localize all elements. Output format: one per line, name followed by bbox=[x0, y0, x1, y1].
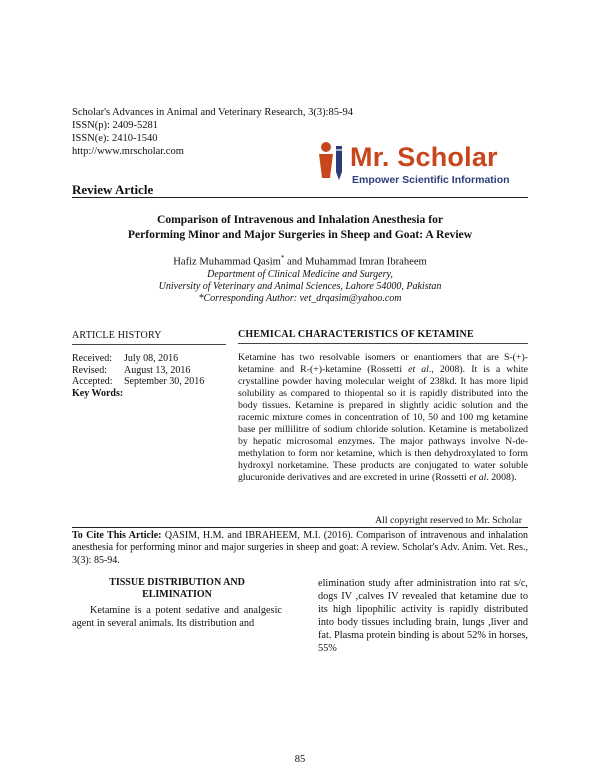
section-body-tissue: Ketamine is a potent sedative and analgesic agent in several animals. Its distribution and bbox=[72, 605, 282, 629]
history-row-accepted bbox=[72, 376, 204, 388]
citation-text: QASIM, H.M. and IBRAHEEM, M.I. (2016). Comparison of intravenous and inhalation anesthesia for performing minor and major surgeries in sheep and goat: A review. Scholar's Adv. Anim. Vet. Res., 3(3): 85-94. bbox=[72, 530, 529, 566]
citation-label: To Cite This Article: bbox=[72, 530, 162, 541]
section-heading-chemical: CHEMICAL CHARACTERISTICS OF KETAMINE bbox=[238, 329, 474, 340]
history-row-revised bbox=[72, 365, 204, 377]
logo-tagline: Empower Scientific Information bbox=[352, 174, 510, 186]
article-type: Review Article bbox=[72, 182, 154, 197]
affiliation-university: University of Veterinary and Animal Sciences, Lahore 54000, Pakistan bbox=[158, 280, 442, 292]
author-2: and Muhammad Imran Ibraheem bbox=[284, 256, 427, 268]
citation-block bbox=[72, 530, 528, 567]
section-divider bbox=[238, 343, 528, 344]
issn-print: ISSN(p): 2409-5281 bbox=[72, 120, 159, 131]
corresponding-mark: * bbox=[280, 254, 285, 262]
heading-line: ELIMINATION bbox=[142, 589, 212, 600]
author-1: Hafiz Muhammad Qasim bbox=[173, 256, 281, 268]
body-text: . 2008). bbox=[486, 472, 517, 483]
copyright-notice: All copyright reserved to Mr. Scholar bbox=[375, 515, 522, 526]
et-al: et al bbox=[408, 364, 429, 375]
author-block bbox=[72, 252, 528, 305]
heading-line: TISSUE DISTRIBUTION AND bbox=[109, 577, 245, 588]
issn-electronic: ISSN(e): 2410-1540 bbox=[72, 133, 158, 144]
history-row-received bbox=[72, 353, 204, 365]
body-text: ., 2008). It is a white crystalline powder having molecular weight of 238kd. It has more lipid solubility as compared to thiopental so it is rapidly distributed into the body tissues. Ketamine is prepared in slightly acidic solution and the racemic mixture comes in concentration of 10, 50 and 100 mg ketamine base per millilitre of sodium chloride solution. Ketamine is metabolized by hepatic microsomal enzymes. The major pathways involve N-de-methylation to form nor ketamine, which is then dehydroxylated to form hydroxyl norketamine. These products are conjugated to water soluble glucuronide derivatives and are excreted in urine (Rossetti bbox=[238, 364, 528, 483]
history-divider bbox=[72, 344, 226, 345]
citation-divider bbox=[72, 527, 528, 528]
body-text: Ketamine has two resolvable isomers or enantiomers that are S-(+)-ketamine and R-(+)-ketamine (Rossetti bbox=[238, 352, 528, 375]
article-history-heading: ARTICLE HISTORY bbox=[72, 330, 162, 341]
article-history bbox=[72, 353, 204, 399]
history-date: September 30, 2016 bbox=[124, 376, 205, 388]
logo-title: Mr. Scholar bbox=[350, 142, 498, 172]
pen-person-icon bbox=[316, 140, 348, 186]
author-list bbox=[72, 252, 528, 269]
history-label: Accepted: bbox=[72, 376, 113, 388]
section-body-continuation: elimination study after administration into rat s/c, dogs IV ,calves IV revealed that ketamine due to its high lipophilic activity is rapidly distributed into body tissues including brain, lungs ,liver and fat. Plasma protein binding is about 52% in horses, 55% bbox=[318, 578, 528, 654]
header-divider bbox=[72, 197, 528, 198]
et-al: et al bbox=[469, 472, 487, 483]
section-body-chemical bbox=[238, 352, 528, 484]
page-number: 85 bbox=[294, 754, 306, 765]
journal-citation-line: Scholar's Advances in Animal and Veterinary Research, 3(3):85-94 bbox=[72, 107, 354, 118]
history-label: Revised: bbox=[72, 364, 107, 376]
history-date: August 13, 2016 bbox=[124, 364, 191, 376]
history-label: Received: bbox=[72, 353, 112, 364]
journal-meta bbox=[72, 106, 353, 158]
title-line-2: Performing Minor and Major Surgeries in Sheep and Goat: A Review bbox=[127, 228, 473, 241]
article-title bbox=[72, 212, 528, 242]
section-heading-tissue bbox=[72, 577, 282, 601]
corresponding-author: *Corresponding Author: vet_drqasim@yahoo.com bbox=[198, 292, 402, 304]
publisher-logo bbox=[316, 138, 526, 188]
keywords-label: Key Words: bbox=[72, 387, 124, 399]
journal-url[interactable]: http://www.mrscholar.com bbox=[72, 146, 184, 157]
history-date: July 08, 2016 bbox=[124, 353, 179, 364]
affiliation-department: Department of Clinical Medicine and Surgery, bbox=[207, 268, 393, 280]
title-line-1: Comparison of Intravenous and Inhalation Anesthesia for bbox=[156, 213, 444, 226]
